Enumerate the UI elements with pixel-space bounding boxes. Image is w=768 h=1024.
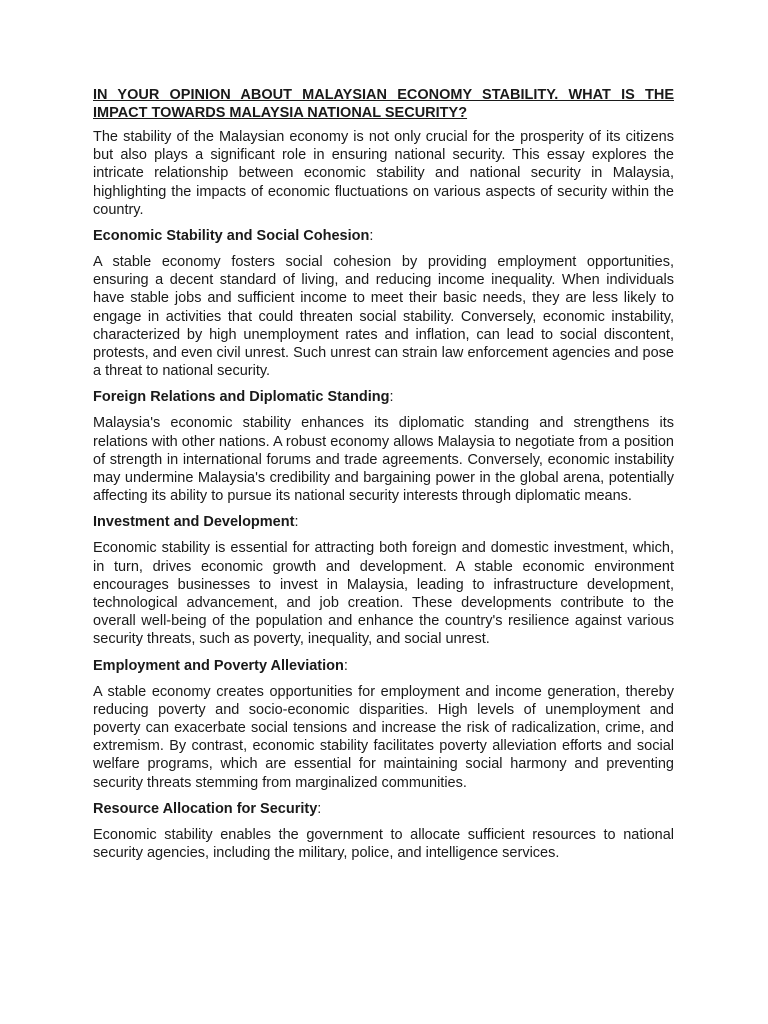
section-heading-text: Employment and Poverty Alleviation — [93, 657, 344, 674]
document-page — [93, 86, 674, 870]
section-heading-colon: : — [317, 800, 322, 817]
section-body-social-cohesion: A stable economy fosters social cohesion by providing employment opportunities, ensuring a decent standard of living, and reducing income inequality. When individuals have stable jobs and sufficient income to meet their basic needs, they are less likely to engage in activities that could threaten social stability. Conversely, economic instability, characterized by high unemployment rates and inflation, can lead to social discontent, protests, and even civil unrest. Such unrest can strain law enforcement agencies and pose a threat to national security. — [93, 254, 674, 380]
section-heading-text: Foreign Relations and Diplomatic Standing — [93, 389, 390, 406]
section-body-foreign-relations: Malaysia's economic stability enhances its diplomatic standing and strengthens its relations with other nations. A robust economy allows Malaysia to negotiate from a position of strength in international forums and trade agreements. Conversely, economic instability may undermine Malaysia's credibility and bargaining power in the global arena, potentially affecting its ability to pursue its national security interests through diplomatic means. — [93, 415, 674, 505]
section-body-investment: Economic stability is essential for attracting both foreign and domestic investment, which, in turn, drives economic growth and development. A stable economic environment encourages businesses to invest in Malaysia, leading to infrastructure development, technological advancement, and job creation. These developments contribute to the overall well-being of the population and enhance the country's resilience against various security threats, such as poverty, inequality, and social unrest. — [93, 540, 674, 648]
section-heading-colon: : — [389, 389, 394, 406]
section-heading-resource-allocation — [93, 800, 674, 818]
section-body-employment: A stable economy creates opportunities for employment and income generation, thereby reducing poverty and socio-economic disparities. High levels of unemployment and poverty can exacerbate social tensions and increase the risk of radicalization, crime, and extremism. By contrast, economic stability facilitates poverty alleviation efforts and social welfare programs, which are essential for maintaining social harmony and preventing security threats stemming from marginalized communities. — [93, 683, 674, 791]
section-body-resource-allocation: Economic stability enables the government to allocate sufficient resources to national security agencies, including the military, police, and intelligence services. — [93, 826, 674, 862]
section-heading-social-cohesion — [93, 227, 674, 245]
section-heading-text: Investment and Development — [93, 514, 295, 531]
document-title: IN YOUR OPINION ABOUT MALAYSIAN ECONOMY STABILITY. WHAT IS THE IMPACT TOWARDS MALAYSIA NATIONAL SECURITY? — [93, 87, 674, 121]
section-heading-foreign-relations — [93, 388, 674, 406]
intro-paragraph: The stability of the Malaysian economy is not only crucial for the prosperity of its citizens but also plays a significant role in ensuring national security. This essay explores the intricate relationship between economic stability and national security in Malaysia, highlighting the impacts of economic fluctuations on various aspects of security within the country. — [93, 129, 674, 218]
section-heading-text: Resource Allocation for Security — [93, 800, 318, 817]
section-heading-colon: : — [369, 228, 374, 245]
section-heading-investment — [93, 513, 674, 531]
section-heading-employment — [93, 657, 674, 675]
section-heading-colon: : — [294, 514, 299, 531]
section-heading-text: Economic Stability and Social Cohesion — [93, 228, 370, 245]
section-heading-colon: : — [343, 657, 348, 674]
